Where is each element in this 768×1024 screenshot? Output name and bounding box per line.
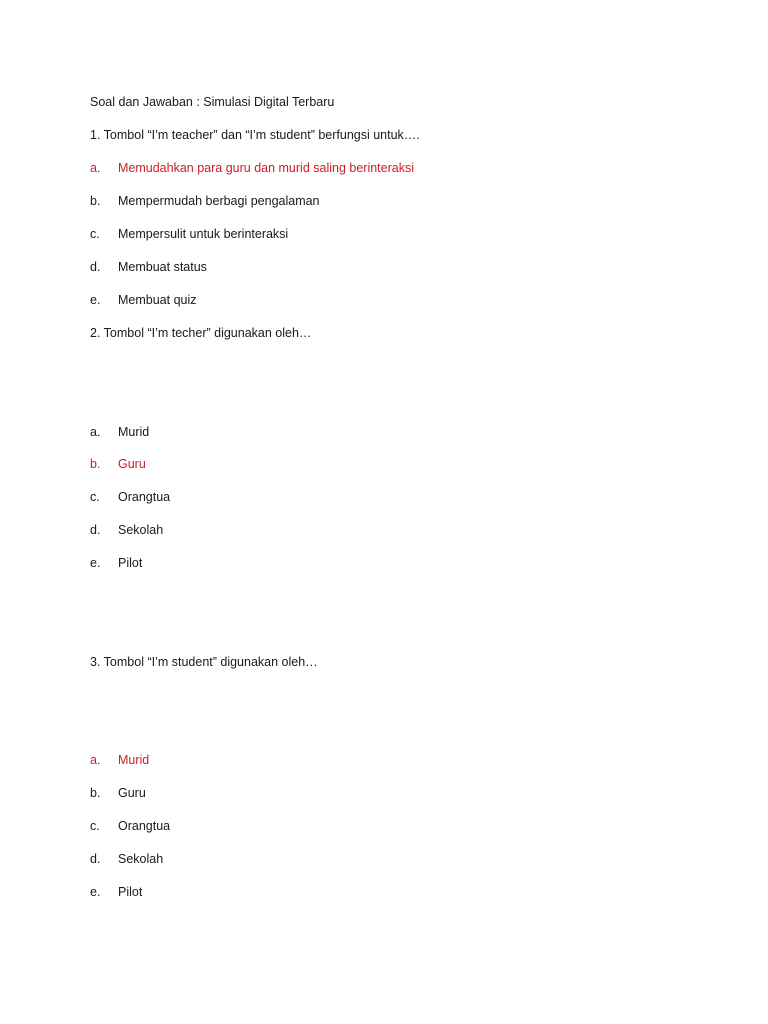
option-text: Orangtua [118,490,171,504]
question-3-option-e [90,884,142,900]
question-3-option-d [90,851,163,867]
question-2-option-c [90,489,170,505]
option-letter: d. [90,852,101,866]
question-2-option-b [90,456,146,472]
question-1-option-e [90,292,197,308]
question-3-option-a [90,752,149,768]
option-text: Murid [118,425,150,439]
option-letter: a. [90,425,101,439]
option-text: Mempersulit untuk berinteraksi [118,227,289,241]
option-text: Pilot [118,885,143,899]
question-1: 1. Tombol “I’m teacher” dan “I’m student” berfungsi untuk…. [90,128,420,142]
option-letter: b. [90,194,101,208]
question-2-option-e [90,555,142,571]
option-letter: e. [90,885,101,899]
question-3-option-c [90,818,170,834]
question-1-option-d [90,259,207,275]
option-text: Sekolah [118,852,164,866]
option-letter: d. [90,260,101,274]
option-letter: b. [90,786,101,800]
question-1-option-b [90,193,320,209]
option-text: Memudahkan para guru dan murid saling berinteraksi [118,161,414,175]
option-text: Membuat quiz [118,293,197,307]
option-text: Murid [118,753,150,767]
option-letter: c. [90,819,100,833]
option-letter: c. [90,227,100,241]
question-2-option-d [90,522,163,538]
page-title: Soal dan Jawaban : Simulasi Digital Terbaru [90,95,335,109]
question-1-option-a [90,160,414,176]
option-letter: e. [90,293,101,307]
option-text: Mempermudah berbagi pengalaman [118,194,320,208]
option-text: Orangtua [118,819,171,833]
option-letter: d. [90,523,101,537]
option-text: Guru [118,457,146,471]
option-text: Guru [118,786,146,800]
option-text: Pilot [118,556,143,570]
option-letter: a. [90,753,101,767]
option-letter: e. [90,556,101,570]
question-3: 3. Tombol “I’m student” digunakan oleh… [90,655,318,669]
option-text: Membuat status [118,260,207,274]
question-2-option-a [90,424,149,440]
question-3-option-b [90,785,146,801]
option-text: Sekolah [118,523,164,537]
question-2: 2. Tombol “I’m techer” digunakan oleh… [90,326,312,340]
option-letter: b. [90,457,101,471]
question-1-option-c [90,226,288,242]
option-letter: a. [90,161,101,175]
option-letter: c. [90,490,100,504]
